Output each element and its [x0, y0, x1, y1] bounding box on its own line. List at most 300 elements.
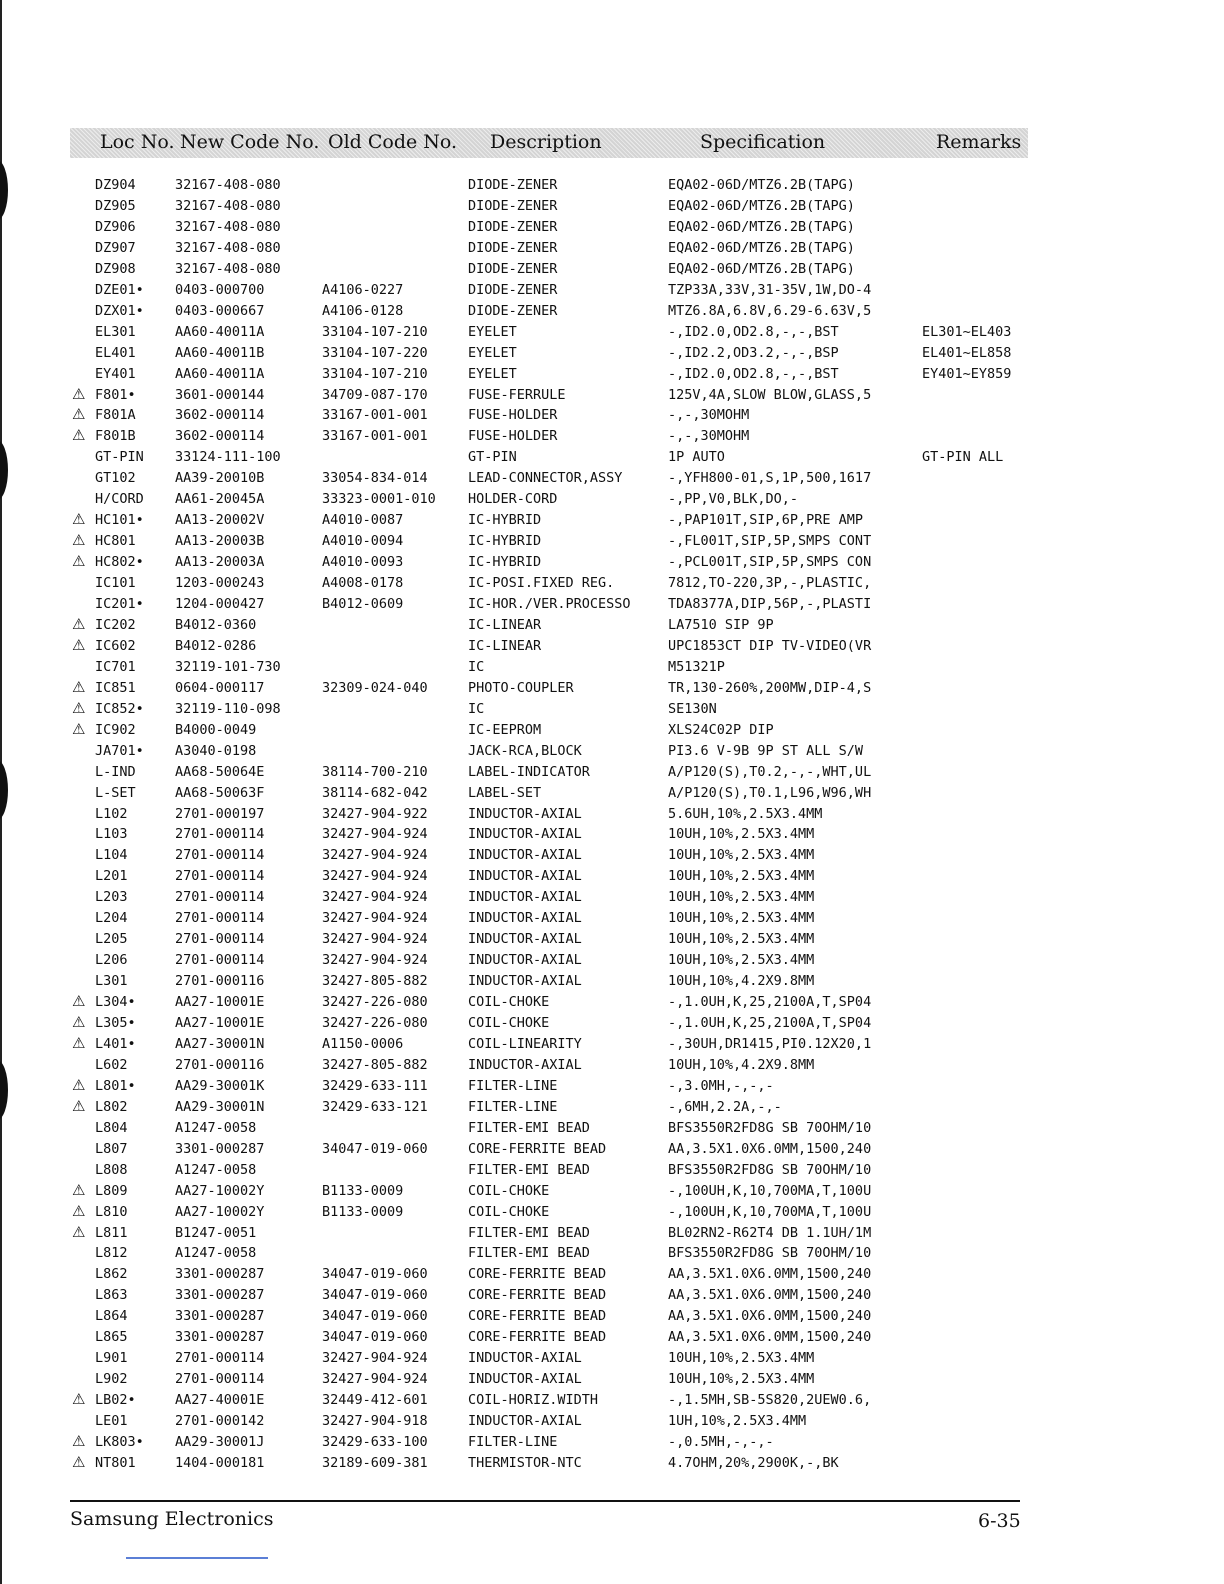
old-code: A4008-0178: [322, 575, 404, 592]
loc-no: L205: [95, 931, 128, 948]
table-row: [0, 1013, 1224, 1034]
specification: XLS24C02P DIP: [668, 721, 774, 738]
new-code: 32167-408-080: [175, 177, 281, 193]
old-code: 34047-019-060: [322, 1308, 428, 1325]
new-code: AA27-10002Y: [175, 1182, 265, 1199]
old-code: 32429-633-100: [322, 1434, 428, 1450]
table-row: [0, 657, 1224, 678]
new-code: AA29-30001K: [175, 1077, 265, 1094]
table-row: [0, 364, 1224, 385]
description: CORE-FERRITE BEAD: [468, 1308, 607, 1325]
description: FILTER-LINE: [468, 1077, 558, 1094]
description: IC-HOR./VER.PROCESSO: [468, 596, 631, 612]
table-row: [0, 824, 1224, 845]
loc-no: L807: [95, 1140, 128, 1157]
description: COIL-HORIZ.WIDTH: [468, 1392, 599, 1409]
old-code: 32427-805-882: [322, 973, 428, 990]
description: LABEL-INDICATOR: [468, 763, 590, 780]
loc-no: F801A: [95, 407, 136, 424]
description: IC-HYBRID: [468, 533, 542, 550]
table-row: [0, 1285, 1224, 1306]
description: THERMISTOR-NTC: [468, 1454, 582, 1471]
new-code: 1404-000181: [175, 1454, 265, 1471]
old-code: 33104-107-210: [322, 323, 428, 340]
warning-icon: ⚠: [72, 635, 86, 654]
specification: -,-,30MOHM: [668, 428, 750, 445]
specification: -,30UH,DR1415,PI0.12X20,1: [668, 1035, 872, 1052]
new-code: 3301-000287: [175, 1308, 265, 1325]
new-code: 2701-000114: [175, 847, 265, 864]
table-row: [0, 741, 1224, 762]
loc-no: L808: [95, 1161, 128, 1178]
specification: TR,130-260%,200MW,DIP-4,S: [668, 679, 872, 696]
table-row: [0, 1097, 1224, 1118]
new-code: 3301-000287: [175, 1266, 265, 1283]
specification: -,1.0UH,K,25,2100A,T,SP04: [668, 994, 872, 1011]
old-code: 34047-019-060: [322, 1266, 428, 1283]
old-code: A4010-0094: [322, 533, 404, 550]
loc-no: HC801: [95, 533, 136, 550]
table-header: [70, 128, 1028, 158]
new-code: AA13-20003A: [175, 554, 265, 571]
table-row: [0, 783, 1224, 804]
specification: -,0.5MH,-,-,-: [668, 1434, 774, 1450]
new-code: A1247-0058: [175, 1161, 257, 1178]
specification: -,ID2.0,OD2.8,-,-,BST: [668, 365, 839, 382]
specification: EQA02-06D/MTZ6.2B(TAPG): [668, 260, 855, 277]
table-row: [0, 887, 1224, 908]
loc-no: LB02•: [95, 1392, 136, 1409]
new-code: 32167-408-080: [175, 260, 281, 277]
description: IC: [468, 700, 485, 717]
description: INDUCTOR-AXIAL: [468, 1413, 582, 1430]
specification: UPC1853CT DIP TV-VIDEO(VR: [668, 637, 872, 654]
table-row: [0, 531, 1224, 552]
new-code: 2701-000142: [175, 1413, 265, 1430]
description: GT-PIN: [468, 449, 517, 466]
header-specification: Specification: [700, 131, 826, 153]
footer-rule: [70, 1500, 1020, 1502]
table-row: [0, 845, 1224, 866]
old-code: 32427-226-080: [322, 1015, 428, 1031]
specification: 10UH,10%,2.5X3.4MM: [668, 952, 815, 969]
warning-icon: ⚠: [72, 1432, 86, 1450]
new-code: B1247-0051: [175, 1224, 257, 1241]
new-code: AA13-20003B: [175, 533, 265, 550]
specification: 10UH,10%,4.2X9.8MM: [668, 1056, 815, 1073]
loc-no: L201: [95, 868, 128, 885]
new-code: AA27-40001E: [175, 1392, 265, 1409]
table-row: [0, 552, 1224, 573]
footer-company: Samsung Electronics: [70, 1508, 274, 1530]
specification: 10UH,10%,4.2X9.8MM: [668, 973, 815, 990]
loc-no: NT801: [95, 1454, 136, 1471]
loc-no: DZ908: [95, 260, 136, 277]
table-row: [0, 1055, 1224, 1076]
specification: BFS3550R2FD8G SB 70OHM/10: [668, 1119, 872, 1136]
old-code: 32427-904-924: [322, 826, 428, 843]
new-code: AA60-40011B: [175, 344, 265, 361]
new-code: AA13-20002V: [175, 512, 265, 529]
table-row: [0, 720, 1224, 741]
header-old-code: Old Code No.: [328, 131, 458, 153]
old-code: A4106-0128: [322, 302, 404, 319]
loc-no: DZ904: [95, 177, 136, 193]
table-row: [0, 280, 1224, 301]
specification: -,YFH800-01,S,1P,500,1617: [668, 470, 872, 487]
specification: EQA02-06D/MTZ6.2B(TAPG): [668, 197, 855, 214]
specification: -,100UH,K,10,700MA,T,100U: [668, 1203, 872, 1220]
new-code: 3602-000114: [175, 407, 265, 424]
remarks: EL401~EL858: [922, 344, 1012, 361]
table-row: [0, 908, 1224, 929]
warning-icon: ⚠: [72, 384, 86, 403]
warning-icon: ⚠: [72, 719, 86, 738]
description: COIL-CHOKE: [468, 1203, 550, 1220]
loc-no: DZ906: [95, 218, 136, 235]
table-row: [0, 636, 1224, 657]
new-code: 3301-000287: [175, 1140, 265, 1157]
description: COIL-CHOKE: [468, 1182, 550, 1199]
new-code: 32119-110-098: [175, 700, 281, 717]
new-code: 2701-000114: [175, 931, 265, 948]
description: CORE-FERRITE BEAD: [468, 1266, 607, 1283]
loc-no: L810: [95, 1203, 128, 1220]
description: IC-LINEAR: [468, 637, 542, 654]
description: IC-HYBRID: [468, 554, 542, 571]
specification: 10UH,10%,2.5X3.4MM: [668, 1371, 815, 1388]
warning-icon: ⚠: [72, 614, 86, 633]
warning-icon: ⚠: [72, 1180, 86, 1199]
old-code: 32429-633-121: [322, 1098, 428, 1115]
specification: -,PP,V0,BLK,DO,-: [668, 491, 799, 508]
loc-no: LE01: [95, 1413, 128, 1430]
loc-no: GT102: [95, 470, 136, 487]
description: IC-LINEAR: [468, 616, 542, 633]
description: FILTER-EMI BEAD: [468, 1119, 590, 1136]
table-row: [0, 468, 1224, 489]
loc-no: HC802•: [95, 554, 144, 571]
loc-no: L203: [95, 889, 128, 906]
specification: -,100UH,K,10,700MA,T,100U: [668, 1182, 872, 1199]
table-row: [0, 971, 1224, 992]
table-row: [0, 489, 1224, 510]
new-code: 32167-408-080: [175, 239, 281, 256]
table-row: [0, 615, 1224, 636]
warning-icon: ⚠: [72, 1452, 86, 1471]
new-code: 3601-000144: [175, 386, 265, 403]
description: JACK-RCA,BLOCK: [468, 742, 582, 759]
table-row: [0, 343, 1224, 364]
loc-no: L301: [95, 973, 128, 990]
loc-no: F801•: [95, 386, 136, 403]
description: COIL-CHOKE: [468, 1015, 550, 1031]
old-code: B1133-0009: [322, 1182, 404, 1199]
specification: PI3.6 V-9B 9P ST ALL S/W: [668, 742, 864, 759]
loc-no: L801•: [95, 1077, 136, 1094]
specification: SE130N: [668, 700, 717, 717]
warning-icon: ⚠: [72, 1013, 86, 1031]
table-row: [0, 259, 1224, 280]
old-code: 32427-904-924: [322, 910, 428, 927]
table-row: [0, 1327, 1224, 1348]
loc-no: L863: [95, 1287, 128, 1304]
old-code: 32427-904-924: [322, 889, 428, 906]
loc-no: EY401: [95, 365, 136, 382]
specification: 125V,4A,SLOW BLOW,GLASS,5: [668, 386, 872, 403]
old-code: 32427-904-918: [322, 1413, 428, 1430]
old-code: 32189-609-381: [322, 1454, 428, 1471]
loc-no: L103: [95, 826, 128, 843]
header-remarks: Remarks: [936, 131, 1022, 153]
specification: EQA02-06D/MTZ6.2B(TAPG): [668, 239, 855, 256]
table-row: [0, 1243, 1224, 1264]
table-row: [0, 1202, 1224, 1223]
loc-no: L104: [95, 847, 128, 864]
warning-icon: ⚠: [72, 1222, 86, 1241]
loc-no: DZ907: [95, 239, 136, 256]
specification: -,1.0UH,K,25,2100A,T,SP04: [668, 1015, 872, 1031]
loc-no: L204: [95, 910, 128, 927]
old-code: 38114-700-210: [322, 763, 428, 780]
table-row: [0, 1160, 1224, 1181]
old-code: 34047-019-060: [322, 1287, 428, 1304]
description: CORE-FERRITE BEAD: [468, 1287, 607, 1304]
description: EYELET: [468, 344, 517, 361]
table-row: [0, 1118, 1224, 1139]
new-code: 33124-111-100: [175, 449, 281, 466]
description: FILTER-EMI BEAD: [468, 1161, 590, 1178]
table-row: [0, 1223, 1224, 1244]
loc-no: L809: [95, 1182, 128, 1199]
new-code: 1203-000243: [175, 575, 265, 592]
description: IC-HYBRID: [468, 512, 542, 529]
header-loc-no: Loc No.: [100, 131, 175, 153]
specification: MTZ6.8A,6.8V,6.29-6.63V,5: [668, 302, 872, 319]
new-code: A3040-0198: [175, 742, 257, 759]
description: INDUCTOR-AXIAL: [468, 805, 582, 822]
specification: 10UH,10%,2.5X3.4MM: [668, 868, 815, 885]
loc-no: L305•: [95, 1015, 136, 1031]
table-row: [0, 405, 1224, 426]
old-code: 34047-019-060: [322, 1329, 428, 1346]
new-code: B4012-0286: [175, 637, 257, 654]
old-code: A1150-0006: [322, 1035, 404, 1052]
specification: EQA02-06D/MTZ6.2B(TAPG): [668, 177, 855, 193]
specification: -,-,30MOHM: [668, 407, 750, 424]
loc-no: L102: [95, 805, 128, 822]
description: COIL-LINEARITY: [468, 1035, 582, 1052]
loc-no: IC902: [95, 721, 136, 738]
decorative-underline: [126, 1557, 268, 1559]
description: DIODE-ZENER: [468, 197, 558, 214]
loc-no: L902: [95, 1371, 128, 1388]
loc-no: F801B: [95, 428, 136, 445]
old-code: 32427-904-924: [322, 931, 428, 948]
new-code: 0403-000667: [175, 302, 265, 319]
specification: -,6MH,2.2A,-,-: [668, 1098, 782, 1115]
loc-no: IC202: [95, 616, 136, 633]
specification: BFS3550R2FD8G SB 70OHM/10: [668, 1245, 872, 1262]
loc-no: HC101•: [95, 512, 144, 529]
table-row: [0, 594, 1224, 615]
new-code: AA27-10001E: [175, 1015, 265, 1031]
old-code: 33167-001-001: [322, 428, 428, 445]
description: EYELET: [468, 365, 517, 382]
old-code: A4010-0087: [322, 512, 404, 529]
new-code: A1247-0058: [175, 1245, 257, 1262]
loc-no: L602: [95, 1056, 128, 1073]
table-row: [0, 1390, 1224, 1411]
old-code: 32427-226-080: [322, 994, 428, 1011]
loc-no: EL401: [95, 344, 136, 361]
table-row: [0, 238, 1224, 259]
table-row: [0, 699, 1224, 720]
warning-icon: ⚠: [72, 677, 86, 696]
old-code: B4012-0609: [322, 596, 404, 612]
loc-no: L206: [95, 952, 128, 969]
new-code: 2701-000114: [175, 1350, 265, 1367]
new-code: AA68-50063F: [175, 784, 265, 801]
description: DIODE-ZENER: [468, 302, 558, 319]
loc-no: DZX01•: [95, 302, 144, 319]
new-code: 32119-101-730: [175, 658, 281, 675]
old-code: 32427-904-924: [322, 847, 428, 864]
table-row: [0, 1348, 1224, 1369]
old-code: 32427-904-924: [322, 868, 428, 885]
new-code: AA29-30001N: [175, 1098, 265, 1115]
new-code: AA29-30001J: [175, 1434, 265, 1450]
warning-icon: ⚠: [72, 510, 86, 529]
new-code: AA68-50064E: [175, 763, 265, 780]
warning-icon: ⚠: [72, 992, 86, 1011]
new-code: 2701-000197: [175, 805, 265, 822]
description: FILTER-EMI BEAD: [468, 1245, 590, 1262]
loc-no: L401•: [95, 1035, 136, 1052]
description: DIODE-ZENER: [468, 239, 558, 256]
new-code: A1247-0058: [175, 1119, 257, 1136]
remarks: EY401~EY859: [922, 365, 1012, 382]
old-code: 32429-633-111: [322, 1077, 428, 1094]
specification: A/P120(S),T0.2,-,-,WHT,UL: [668, 763, 872, 780]
loc-no: IC701: [95, 658, 136, 675]
new-code: 3301-000287: [175, 1287, 265, 1304]
warning-icon: ⚠: [72, 405, 86, 424]
new-code: AA27-30001N: [175, 1035, 265, 1052]
specification: -,1.5MH,SB-5S820,2UEW0.6,: [668, 1392, 872, 1409]
loc-no: IC201•: [95, 596, 144, 612]
old-code: 32427-904-922: [322, 805, 428, 822]
loc-no: L802: [95, 1098, 128, 1115]
new-code: 1204-000427: [175, 596, 265, 612]
loc-no: L804: [95, 1119, 128, 1136]
loc-no: IC602: [95, 637, 136, 654]
new-code: AA60-40011A: [175, 365, 265, 382]
specification: AA,3.5X1.0X6.0MM,1500,240: [668, 1329, 872, 1346]
description: EYELET: [468, 323, 517, 340]
specification: EQA02-06D/MTZ6.2B(TAPG): [668, 218, 855, 235]
old-code: 32427-805-882: [322, 1056, 428, 1073]
description: CORE-FERRITE BEAD: [468, 1140, 607, 1157]
new-code: 2701-000114: [175, 952, 265, 969]
warning-icon: ⚠: [72, 1096, 86, 1115]
new-code: 2701-000114: [175, 1371, 265, 1388]
old-code: 33054-834-014: [322, 470, 428, 487]
new-code: 2701-000114: [175, 910, 265, 927]
description: INDUCTOR-AXIAL: [468, 1371, 582, 1388]
description: DIODE-ZENER: [468, 177, 558, 193]
description: INDUCTOR-AXIAL: [468, 931, 582, 948]
new-code: 32167-408-080: [175, 197, 281, 214]
description: FUSE-FERRULE: [468, 386, 566, 403]
warning-icon: ⚠: [72, 531, 86, 550]
new-code: 0604-000117: [175, 679, 265, 696]
description: INDUCTOR-AXIAL: [468, 868, 582, 885]
old-code: 32309-024-040: [322, 679, 428, 696]
specification: 7812,TO-220,3P,-,PLASTIC,: [668, 575, 872, 592]
loc-no: L304•: [95, 994, 136, 1011]
specification: 10UH,10%,2.5X3.4MM: [668, 826, 815, 843]
old-code: 32449-412-601: [322, 1392, 428, 1409]
specification: 10UH,10%,2.5X3.4MM: [668, 910, 815, 927]
loc-no: LK803•: [95, 1434, 144, 1450]
specification: 10UH,10%,2.5X3.4MM: [668, 931, 815, 948]
table-row: [0, 447, 1224, 468]
table-row: [0, 1432, 1224, 1453]
warning-icon: ⚠: [72, 1390, 86, 1409]
specification: AA,3.5X1.0X6.0MM,1500,240: [668, 1287, 872, 1304]
new-code: 2701-000114: [175, 889, 265, 906]
table-row: [0, 1264, 1224, 1285]
description: LABEL-SET: [468, 784, 542, 801]
old-code: 32427-904-924: [322, 952, 428, 969]
specification: AA,3.5X1.0X6.0MM,1500,240: [668, 1308, 872, 1325]
table-row: [0, 1453, 1224, 1474]
new-code: 0403-000700: [175, 281, 265, 298]
new-code: 2701-000116: [175, 1056, 265, 1073]
loc-no: IC101: [95, 575, 136, 592]
description: DIODE-ZENER: [468, 260, 558, 277]
specification: BL02RN2-R62T4 DB 1.1UH/1M: [668, 1224, 872, 1241]
loc-no: L-SET: [95, 784, 136, 801]
specification: 5.6UH,10%,2.5X3.4MM: [668, 805, 823, 822]
loc-no: DZ905: [95, 197, 136, 214]
table-row: [0, 678, 1224, 699]
specification: M51321P: [668, 658, 725, 675]
table-row: [0, 573, 1224, 594]
specification: -,PAP101T,SIP,6P,PRE AMP: [668, 512, 864, 529]
table-row: [0, 1034, 1224, 1055]
specification: BFS3550R2FD8G SB 70OHM/10: [668, 1161, 872, 1178]
table-row: [0, 1411, 1224, 1432]
specification: A/P120(S),T0.1,L96,W96,WH: [668, 784, 872, 801]
specification: -,3.0MH,-,-,-: [668, 1077, 774, 1094]
description: INDUCTOR-AXIAL: [468, 847, 582, 864]
table-row: [0, 196, 1224, 217]
table-row: [0, 322, 1224, 343]
specification: TDA8377A,DIP,56P,-,PLASTI: [668, 596, 872, 612]
warning-icon: ⚠: [72, 426, 86, 445]
specification: AA,3.5X1.0X6.0MM,1500,240: [668, 1140, 872, 1157]
table-row: [0, 385, 1224, 406]
table-row: [0, 762, 1224, 783]
loc-no: DZE01•: [95, 281, 144, 298]
specification: TZP33A,33V,31-35V,1W,DO-4: [668, 281, 872, 298]
new-code: B4000-0049: [175, 721, 257, 738]
description: COIL-CHOKE: [468, 994, 550, 1011]
new-code: 32167-408-080: [175, 218, 281, 235]
table-row: [0, 175, 1224, 196]
